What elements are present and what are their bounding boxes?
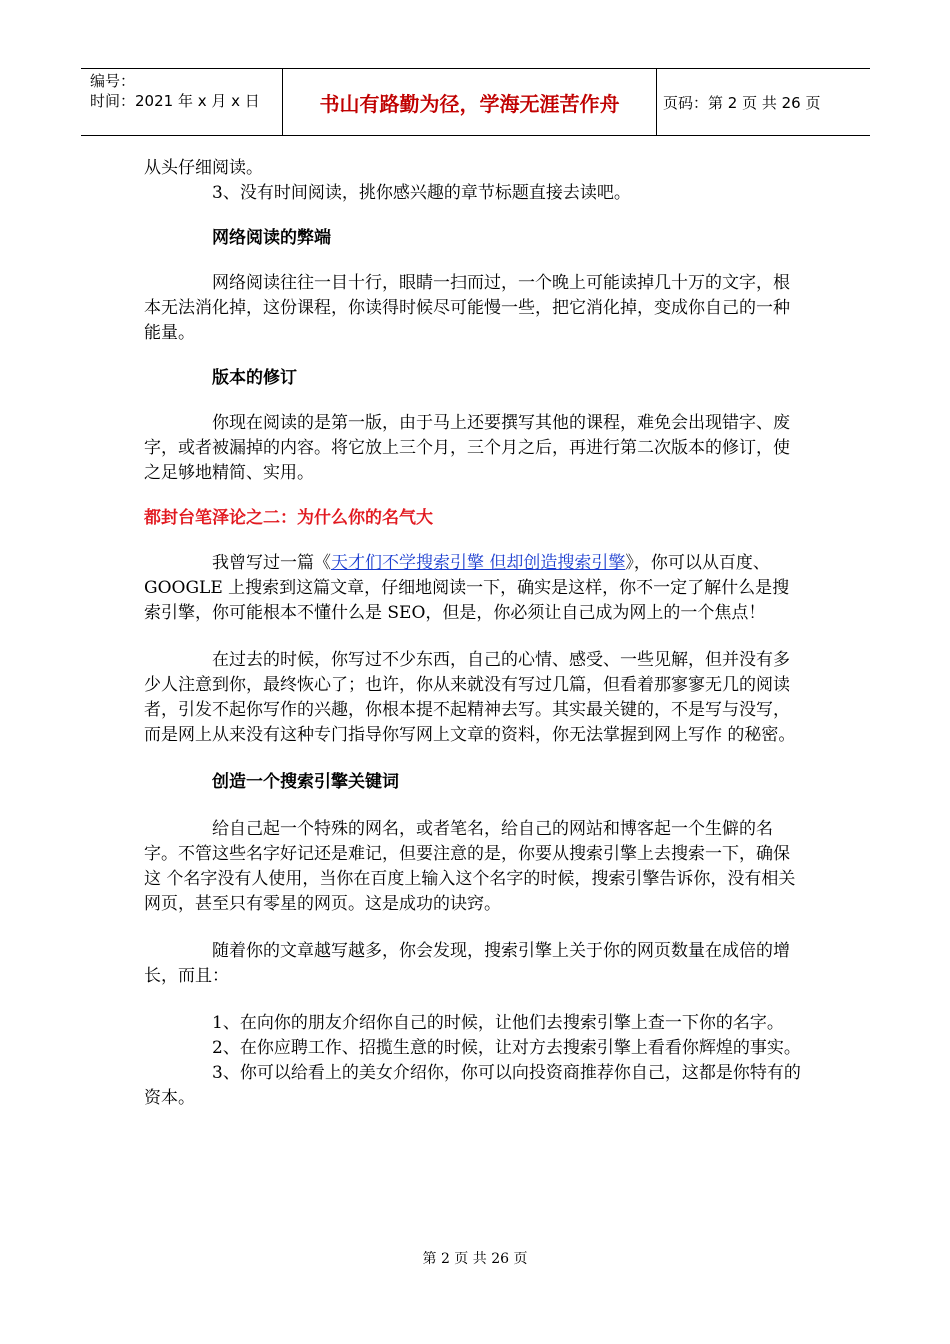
text-span: 我曾写过一篇《 [212, 553, 331, 573]
paragraph: 随着你的文章越写越多，你会发现，搜索引擎上关于你的网页数量在成倍的增长，而且： [144, 941, 790, 986]
header-time: 时间：2021 年 x 月 x 日 [90, 92, 260, 110]
article-link[interactable]: 天才们不学搜索引擎 但却创造搜索引擎 [331, 553, 626, 573]
document-body [144, 156, 804, 1111]
paragraph: 从头仔细阅读。 [144, 158, 263, 178]
header-motto: 书山有路勤为径，学海无涯苦作舟 [283, 69, 657, 135]
page-footer: 第 2 页 共 26 页 [422, 1251, 528, 1267]
paragraph [144, 551, 804, 626]
paragraph: 3、没有时间阅读，挑你感兴趣的章节标题直接去读吧。 [212, 183, 631, 203]
text-span: 》，你可以从百度、GOOGLE 上搜索到这篇文章，仔细地阅读一下，确实是这样，你不一定了解什么是搜索引擎，你可能根本不懂什么是 SEO，但是，你必须让自己成为网上的一个焦点！ [144, 553, 790, 623]
section-heading: 网络阅读的弊端 [212, 228, 331, 248]
paragraph: 在过去的时候，你写过不少东西，自己的心情、感受、一些见解，但并没有多少人注意到你，最终恢心了；也许，你从来就没有写过几篇，但看着那寥寥无几的阅读 者，引发不起你写作的兴趣，你根本提不起精神去写。其实最关键的，不是写与没写，而是网上从来没有这种专门指导你写网上文章的资料，你无法掌握到网上写作 的秘密。 [144, 650, 796, 745]
list-item: 2、在你应聘工作、招揽生意的时候，让对方去搜索引擎上看看你辉煌的事实。 [212, 1038, 801, 1058]
section-heading: 版本的修订 [212, 368, 297, 388]
header-page-number: 页码：第 2 页 共 26 页 [663, 93, 821, 112]
list-item: 3、你可以给看上的美女介绍你，你可以向投资商推荐你自己，这都是你特有的资本。 [144, 1063, 801, 1108]
section-heading: 创造一个搜索引擎关键词 [212, 772, 399, 792]
page-header [81, 68, 870, 136]
header-number: 编号： [90, 72, 136, 90]
paragraph: 给自己起一个特殊的网名，或者笔名，给自己的网站和博客起一个生僻的名字。不管这些名字好记还是难记，但要注意的是，你要从搜索引擎上去搜索一下，确保这 个名字没有人使用，当你在百度上输入这个名字的时候，搜索引擎告诉你，没有相关网页，甚至只有零星的网页。这是成功的诀窍。 [144, 819, 796, 914]
paragraph: 网络阅读往往一目十行，眼睛一扫而过，一个晚上可能读掉几十万的文字，根本无法消化掉，这份课程，你读得时候尽可能慢一些，把它消化掉，变成你自己的一种能量。 [144, 273, 790, 343]
list-item: 1、在向你的朋友介绍你自己的时候，让他们去搜索引擎上查一下你的名字。 [212, 1013, 784, 1033]
chapter-heading: 都封台笔泽论之二：为什么你的名气大 [144, 508, 433, 528]
paragraph: 你现在阅读的是第一版，由于马上还要撰写其他的课程，难免会出现错字、废字，或者被漏掉的内容。将它放上三个月，三个月之后，再进行第二次版本的修订，使之足够地精简、实用。 [144, 413, 790, 483]
header-meta [81, 69, 283, 135]
